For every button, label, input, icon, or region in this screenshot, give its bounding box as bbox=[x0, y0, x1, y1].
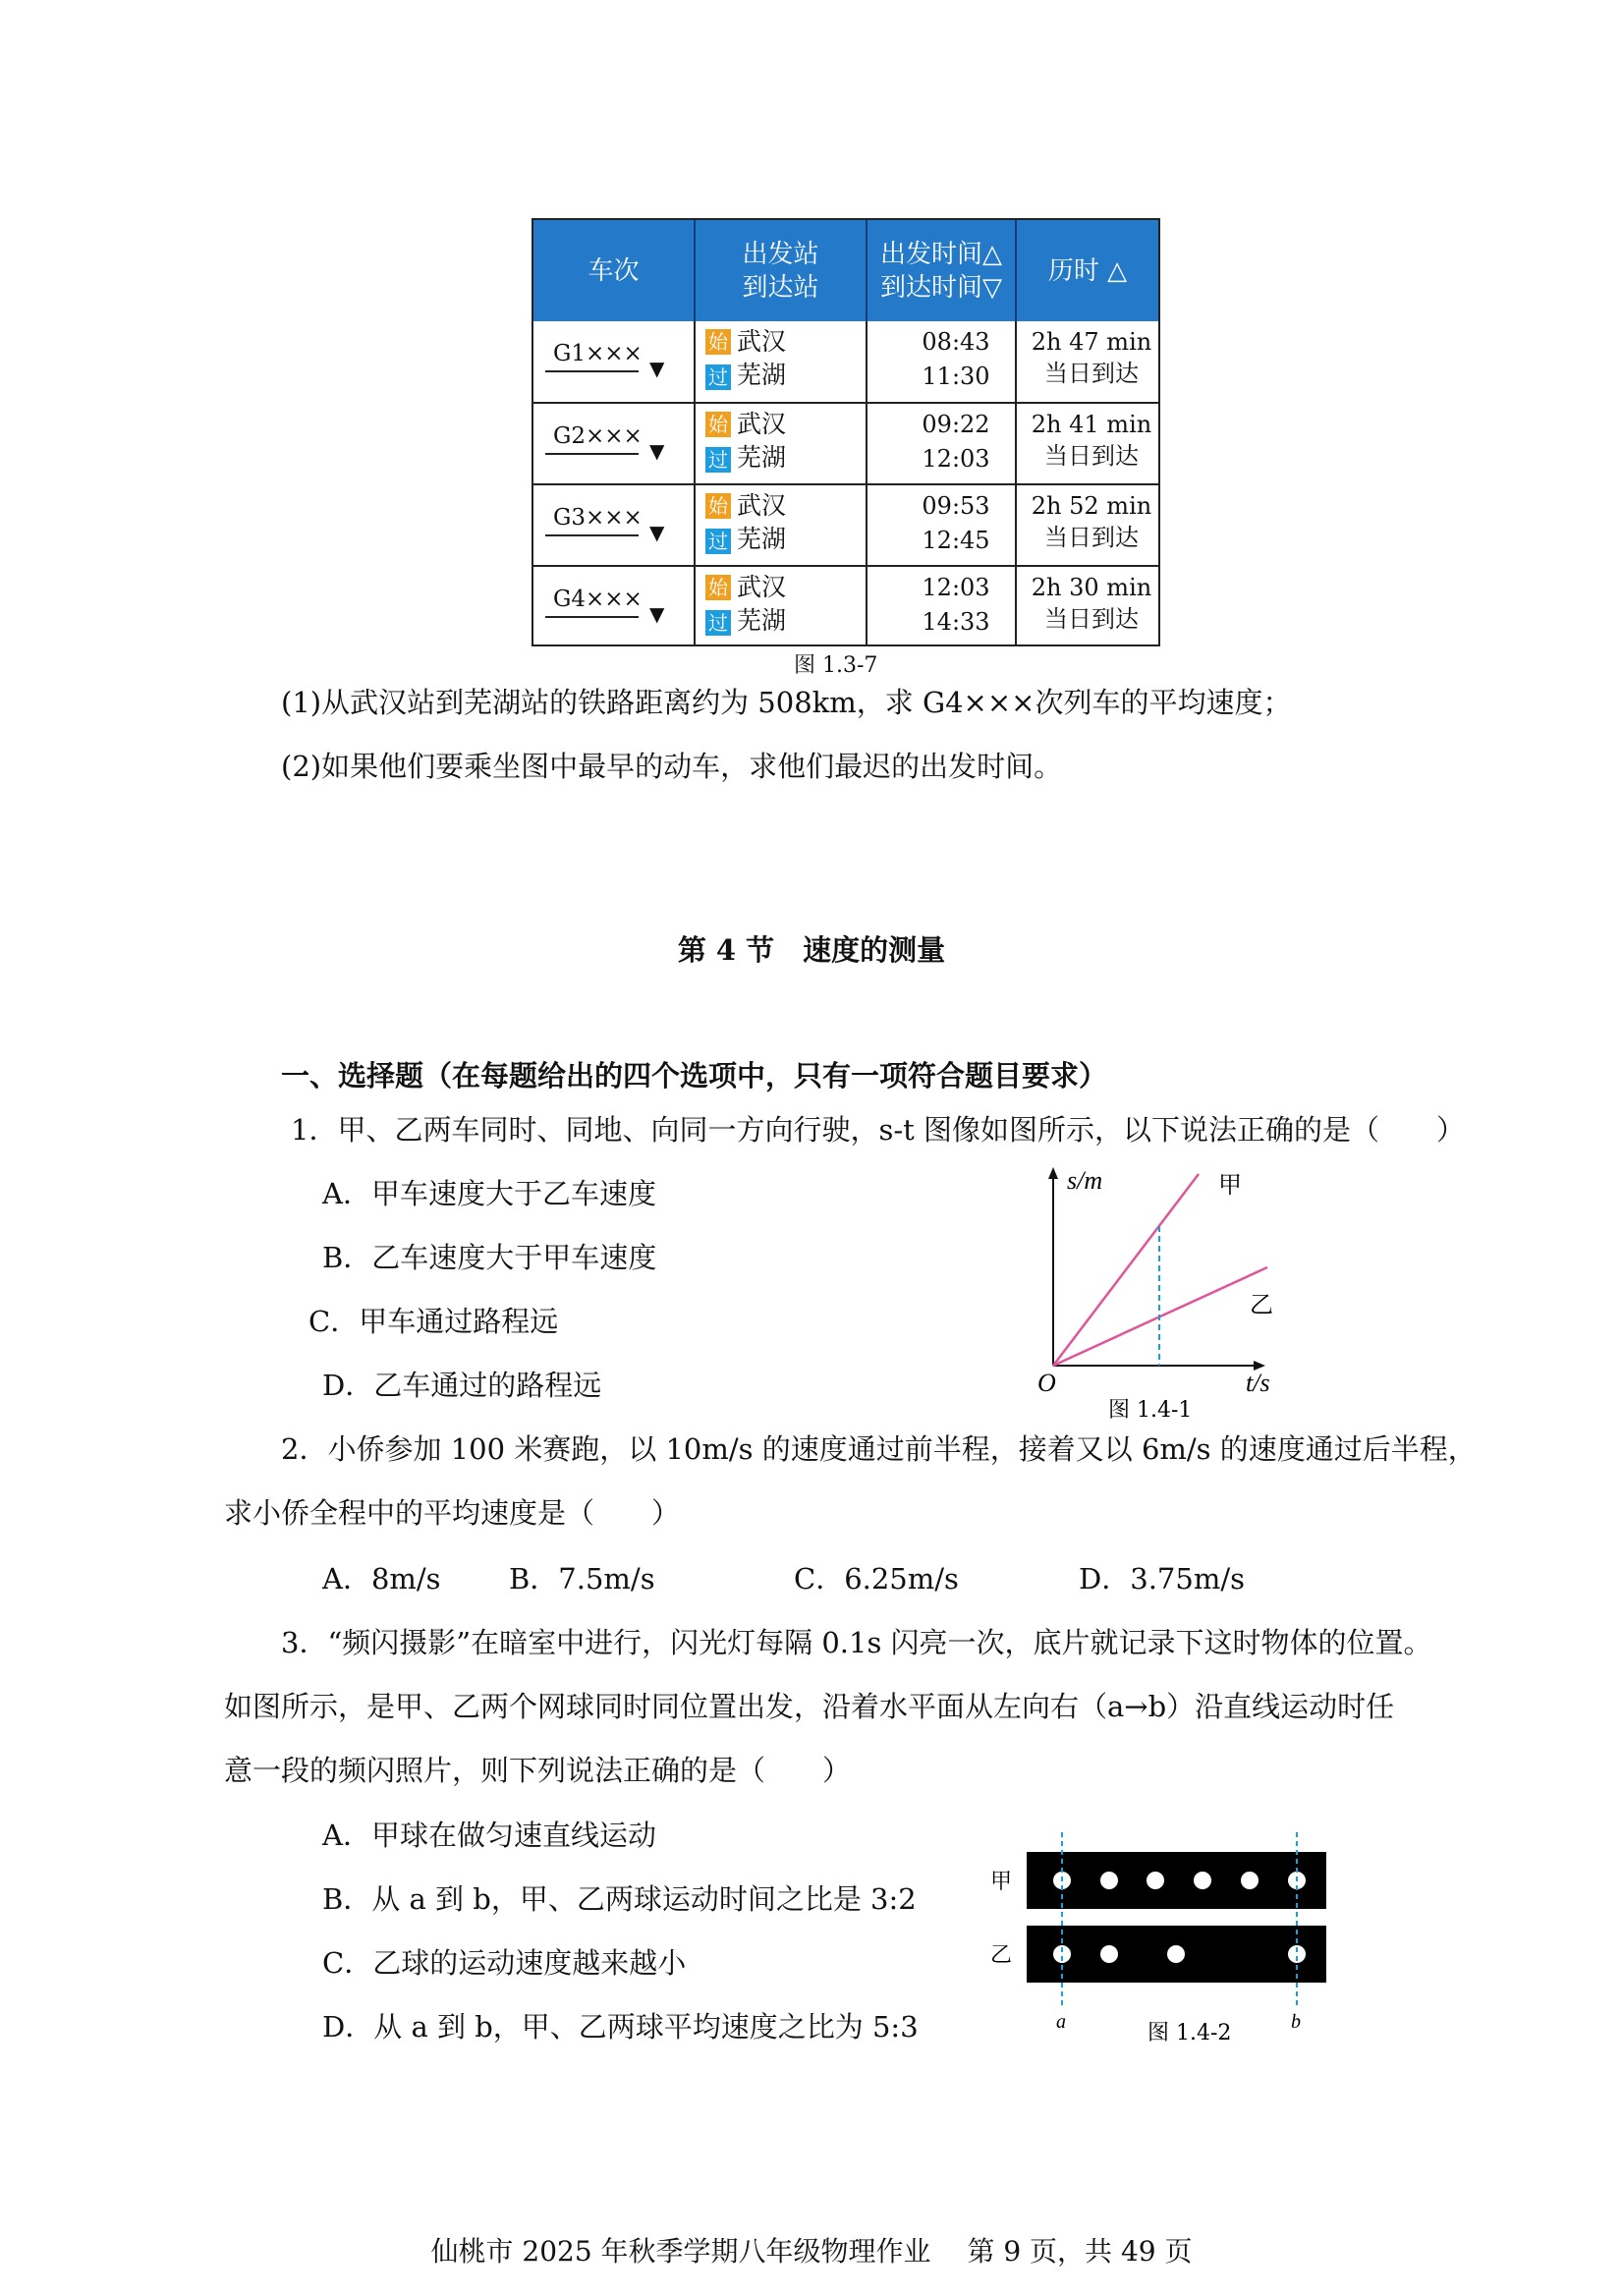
figure-caption: 图 1.4-2 bbox=[1147, 2021, 1232, 2045]
row-label-yi: 乙 bbox=[990, 1943, 1013, 1968]
s-t-graph bbox=[1032, 1159, 1287, 1425]
option-c: C．甲车通过路程远 bbox=[308, 1305, 559, 1338]
mark-b: b bbox=[1291, 2011, 1301, 2033]
start-station: 武汉 bbox=[737, 410, 787, 438]
pass-badge: 过 bbox=[705, 529, 731, 554]
depart-time: 09:22 bbox=[922, 411, 990, 438]
end-station: 芜湖 bbox=[737, 606, 787, 635]
duration: 2h 52 min bbox=[1031, 492, 1152, 520]
option-a: A．甲球在做匀速直线运动 bbox=[322, 1819, 656, 1852]
train-number[interactable]: G4××× bbox=[553, 587, 643, 612]
ball-jia bbox=[1194, 1872, 1211, 1889]
expand-arrow-icon[interactable]: ▼ bbox=[649, 602, 665, 626]
option-a: A．甲车速度大于乙车速度 bbox=[322, 1177, 656, 1210]
expand-arrow-icon[interactable]: ▼ bbox=[649, 357, 665, 380]
table-row[interactable] bbox=[533, 321, 1158, 402]
strip-jia bbox=[1027, 1852, 1326, 1909]
depart-time: 09:53 bbox=[922, 492, 990, 520]
y-axis-label: s/m bbox=[1067, 1166, 1103, 1195]
question-text: (2)如果他们要乘坐图中最早的动车，求他们最迟的出发时间。 bbox=[281, 750, 1063, 783]
line-jia-label: 甲 bbox=[1218, 1171, 1242, 1199]
end-station: 芜湖 bbox=[737, 443, 787, 472]
line-yi-label: 乙 bbox=[1250, 1291, 1273, 1318]
header-duration[interactable]: 历时 △ bbox=[1047, 255, 1128, 286]
table-row[interactable] bbox=[533, 485, 1158, 566]
option-b: B．从 a 到 b，甲、乙两球运动时间之比是 3:2 bbox=[322, 1882, 917, 1916]
start-station: 武汉 bbox=[737, 491, 787, 520]
option-b: B．7.5m/s bbox=[509, 1562, 655, 1596]
duration: 2h 41 min bbox=[1031, 411, 1152, 438]
option-c: C．乙球的运动速度越来越小 bbox=[322, 1946, 687, 1980]
end-station: 芜湖 bbox=[737, 525, 787, 553]
stroboscopic-figure bbox=[982, 1822, 1336, 2058]
figure-caption: 图 1.4-1 bbox=[1108, 1398, 1193, 1423]
option-b: B．乙车速度大于甲车速度 bbox=[322, 1241, 657, 1274]
header-times[interactable]: 出发时间△ 到达时间▽ bbox=[880, 239, 1002, 303]
question-stem: 1．甲、乙两车同时、同地、向同一方向行驶，s-t 图像如图所示，以下说法正确的是（ ） bbox=[291, 1113, 1466, 1147]
header-stations: 出发站 到达站 bbox=[742, 239, 819, 303]
y-axis-arrow-icon bbox=[1048, 1167, 1058, 1179]
start-badge: 始 bbox=[705, 412, 731, 437]
option-d: D．从 a 到 b，甲、乙两球平均速度之比为 5:3 bbox=[322, 2010, 919, 2044]
table-row[interactable] bbox=[533, 567, 1158, 647]
depart-time: 08:43 bbox=[922, 328, 990, 356]
option-d: D．3.75m/s bbox=[1079, 1562, 1245, 1596]
pass-badge: 过 bbox=[705, 364, 731, 390]
end-station: 芜湖 bbox=[737, 361, 787, 389]
start-station: 武汉 bbox=[737, 573, 787, 601]
page-footer: 仙桃市 2025 年秋季学期八年级物理作业 第 9 页，共 49 页 bbox=[430, 2235, 1193, 2268]
line-jia bbox=[1053, 1174, 1199, 1366]
ball-yi bbox=[1167, 1945, 1185, 1963]
expand-arrow-icon[interactable]: ▼ bbox=[649, 521, 665, 544]
question-text: (1)从武汉站到芜湖站的铁路距离约为 508km，求 G4×××次列车的平均速度； bbox=[281, 686, 1292, 719]
ball-jia bbox=[1147, 1872, 1164, 1889]
arrival-note: 当日到达 bbox=[1044, 524, 1139, 551]
start-badge: 始 bbox=[705, 329, 731, 355]
question-stem: 3．“频闪摄影”在暗室中进行，闪光灯每隔 0.1s 闪亮一次，底片就记录下这时物体的位置。 bbox=[281, 1626, 1432, 1659]
header-train: 车次 bbox=[588, 255, 640, 286]
start-badge: 始 bbox=[705, 493, 731, 519]
start-station: 武汉 bbox=[737, 327, 787, 356]
arrival-note: 当日到达 bbox=[1044, 442, 1139, 470]
question-stem: 如图所示，是甲、乙两个网球同时同位置出发，沿着水平面从左向右（a→b）沿直线运动时任 bbox=[224, 1690, 1395, 1723]
option-a: A．8m/s bbox=[322, 1562, 441, 1596]
table-row[interactable] bbox=[533, 404, 1158, 484]
arrive-time: 11:30 bbox=[922, 363, 990, 390]
train-number[interactable]: G2××× bbox=[553, 423, 643, 449]
question-stem: 求小侨全程中的平均速度是（ ） bbox=[224, 1496, 681, 1530]
arrive-time: 12:45 bbox=[922, 527, 990, 554]
expand-arrow-icon[interactable]: ▼ bbox=[649, 439, 665, 463]
arrive-time: 12:03 bbox=[922, 445, 990, 473]
arrival-note: 当日到达 bbox=[1044, 360, 1139, 387]
option-d: D．乙车通过的路程远 bbox=[322, 1369, 602, 1402]
section-title: 第 4 节 速度的测量 bbox=[677, 933, 946, 967]
origin-label: O bbox=[1037, 1369, 1056, 1397]
arrival-note: 当日到达 bbox=[1044, 605, 1139, 633]
pass-badge: 过 bbox=[705, 447, 731, 473]
ball-jia bbox=[1100, 1872, 1118, 1889]
start-badge: 始 bbox=[705, 575, 731, 600]
ball-yi bbox=[1100, 1945, 1118, 1963]
arrive-time: 14:33 bbox=[922, 608, 990, 636]
question-stem: 意一段的频闪照片，则下列说法正确的是（ ） bbox=[224, 1754, 852, 1787]
timetable-header bbox=[533, 220, 1158, 321]
depart-time: 12:03 bbox=[922, 574, 990, 601]
duration: 2h 30 min bbox=[1031, 574, 1152, 601]
train-timetable bbox=[532, 218, 1160, 646]
pass-badge: 过 bbox=[705, 610, 731, 636]
ball-jia bbox=[1241, 1872, 1259, 1889]
question-stem: 2．小侨参加 100 米赛跑，以 10m/s 的速度通过前半程，接着又以 6m/s 的速度通过后半程， bbox=[281, 1432, 1477, 1466]
row-label-jia: 甲 bbox=[990, 1870, 1013, 1894]
train-number[interactable]: G3××× bbox=[553, 505, 643, 531]
figure-caption: 图 1.3-7 bbox=[794, 653, 878, 678]
train-number[interactable]: G1××× bbox=[553, 341, 643, 366]
x-axis-label: t/s bbox=[1246, 1369, 1270, 1397]
duration: 2h 47 min bbox=[1031, 328, 1152, 356]
part-heading: 一、选择题（在每题给出的四个选项中，只有一项符合题目要求） bbox=[281, 1059, 1108, 1092]
option-c: C．6.25m/s bbox=[794, 1562, 959, 1596]
mark-a: a bbox=[1056, 2011, 1066, 2033]
